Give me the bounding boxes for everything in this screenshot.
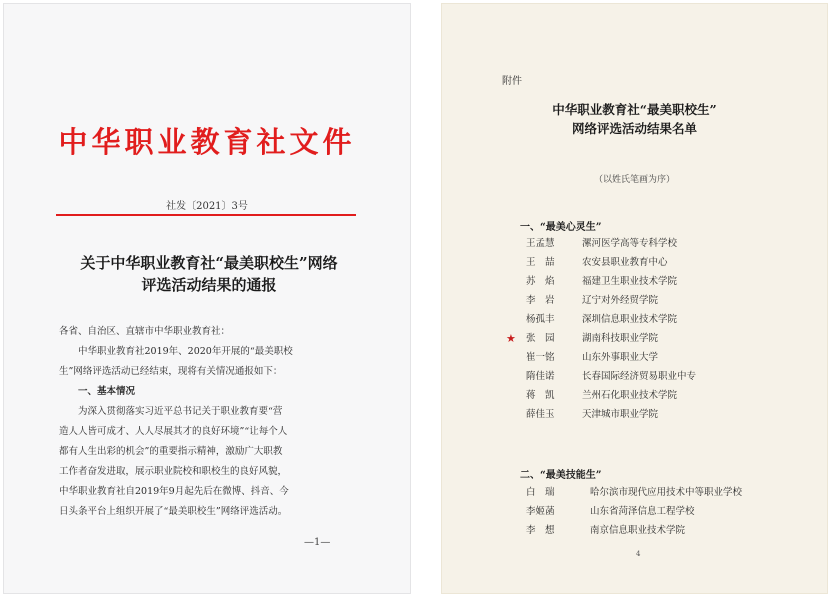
awardee-name: 李 想	[526, 525, 555, 536]
list-item	[520, 253, 810, 272]
awardee-school: 福建卫生职业技术学院	[582, 276, 678, 287]
awardee-name: 王 喆	[526, 257, 555, 268]
list-item	[520, 521, 810, 540]
body-line: 日头条平台上组织开展了“最美职校生”网络评选活动。	[59, 506, 288, 517]
awardee-school: 山东省菏泽信息工程学校	[590, 506, 695, 517]
list-item	[520, 348, 810, 367]
category-heading: 二、“最美技能生”	[520, 470, 602, 481]
notice-body	[59, 322, 359, 522]
awardee-name: 张 园	[526, 333, 555, 344]
section-heading: 一、基本情况	[78, 386, 136, 397]
list-title-line-2: 网络评选活动结果名单	[571, 121, 697, 136]
awardee-school: 湖南科技职业学院	[582, 333, 659, 344]
document-header: 中华职业教育社文件	[58, 125, 356, 159]
document-number: 社发〔2021〕3号	[166, 201, 248, 212]
awardee-school: 哈尔滨市现代应用技术中等职业学校	[590, 487, 743, 498]
notice-title-line-1: 关于中华职业教育社“最美职校生”网络	[80, 254, 338, 272]
list-item	[520, 272, 810, 291]
attachment-label: 附件	[502, 76, 522, 87]
awardee-school: 南京信息职业技术学院	[590, 525, 686, 536]
list-item	[520, 502, 810, 521]
awardee-name: 苏 焰	[526, 276, 555, 287]
awardee-name: 李 岩	[526, 295, 555, 306]
awardee-name: 李姬菡	[526, 506, 555, 517]
awardee-school: 长春国际经济贸易职业中专	[582, 371, 697, 382]
awardee-school: 深圳信息职业技术学院	[582, 314, 678, 325]
awardee-school: 兰州石化职业技术学院	[582, 390, 678, 401]
body-line: 工作者奋发进取，展示职业院校和职校生的良好风貌，	[59, 466, 288, 477]
star-icon: ★	[506, 332, 516, 345]
notice-title-line-2: 评选活动结果的通报	[141, 276, 277, 294]
awardee-name: 崔一铭	[526, 352, 555, 363]
list-item	[520, 483, 810, 502]
list-item	[520, 367, 810, 386]
body-line: 中华职业教育社自2019年9月起先后在微博、抖音、今	[59, 486, 289, 497]
awardee-school: 农安县职业教育中心	[582, 257, 668, 268]
notice-title	[44, 252, 374, 296]
list-item	[520, 310, 810, 329]
list-item	[520, 405, 810, 424]
awardee-school: 山东外事职业大学	[582, 352, 659, 363]
list-item	[520, 234, 810, 253]
awardee-name: 白 瑞	[526, 487, 555, 498]
list-item	[520, 386, 810, 405]
sort-note: （以姓氏笔画为序）	[593, 175, 675, 185]
awardee-school: 漯河医学高等专科学校	[582, 238, 678, 249]
awardee-name: 薛佳玉	[526, 409, 555, 420]
body-line: 生”网络评选活动已经结束，现将有关情况通报如下：	[59, 366, 283, 377]
awardee-school: 辽宁对外经贸学院	[582, 295, 659, 306]
awardee-name: 杨孤丰	[526, 314, 555, 325]
right-attachment-page	[442, 4, 827, 593]
awardee-name: 蒋 凯	[526, 390, 555, 401]
header-rule	[56, 214, 356, 216]
category-heading: 一、“最美心灵生”	[520, 222, 602, 233]
page-number: —1—	[304, 537, 331, 548]
list-item	[506, 329, 810, 348]
list-title	[442, 100, 827, 138]
body-line: 为深入贯彻落实习近平总书记关于职业教育要“营	[78, 406, 283, 417]
list-title-line-1: 中华职业教育社“最美职校生”	[552, 102, 717, 117]
awardee-name: 王孟慧	[526, 238, 555, 249]
awardee-school: 天津城市职业学院	[582, 409, 659, 420]
body-line: 各省、自治区、直辖市中华职业教育社：	[59, 326, 231, 337]
body-line: 中华职业教育社2019年、2020年开展的“最美职校	[78, 346, 293, 357]
page-number: 4	[636, 550, 641, 558]
awardee-name: 隋佳诺	[526, 371, 555, 382]
body-line: 都有人生出彩的机会”的重要指示精神，激励广大职教	[59, 446, 283, 457]
body-line: 造人人皆可成才、人人尽展其才的良好环境”“让每个人	[59, 426, 288, 437]
left-document-page	[4, 4, 410, 593]
list-item	[520, 291, 810, 310]
